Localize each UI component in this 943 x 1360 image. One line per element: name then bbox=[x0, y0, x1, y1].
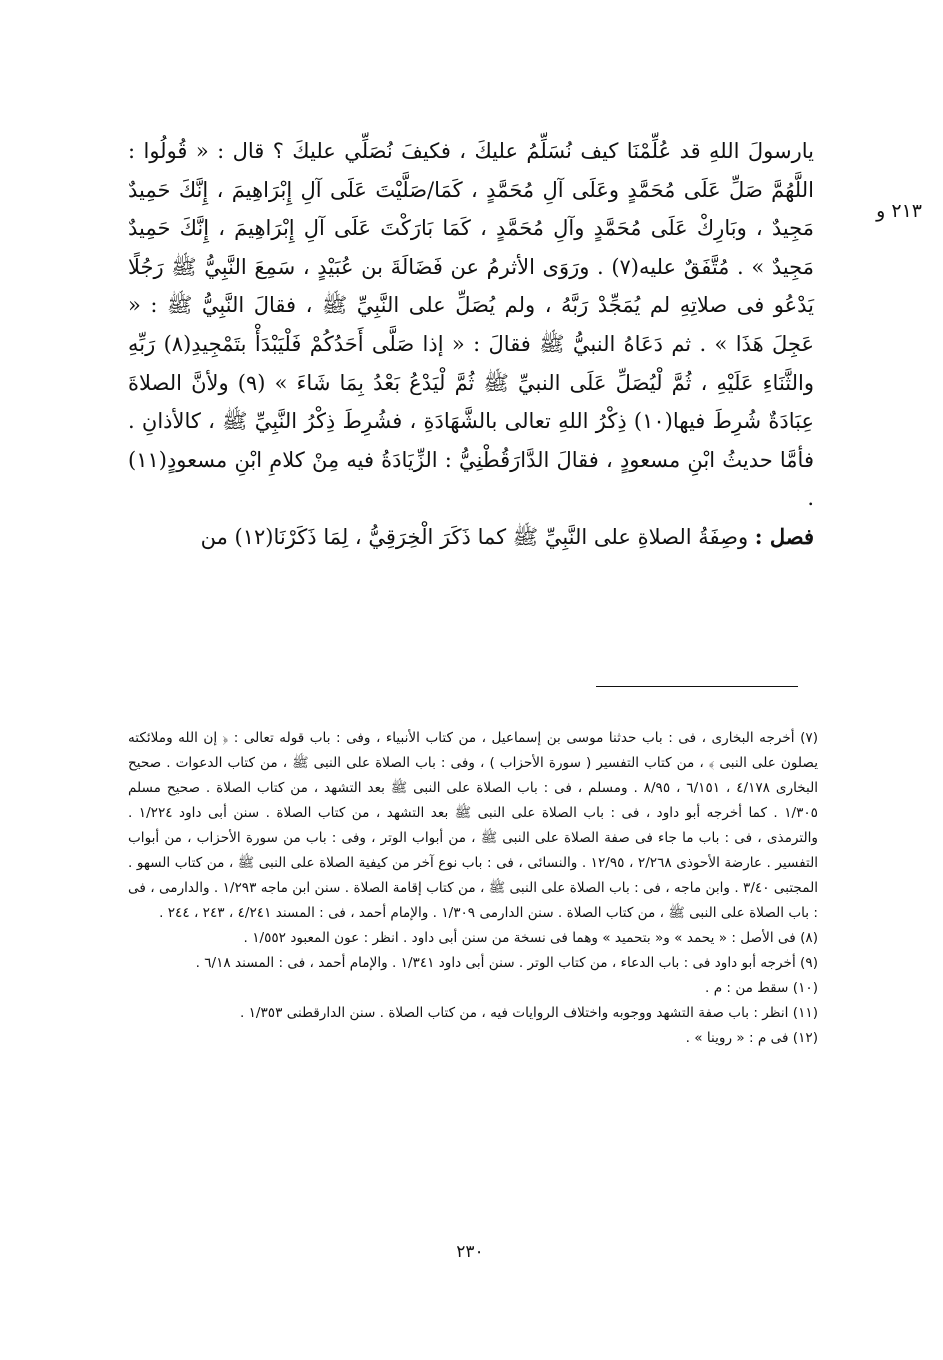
footnote-8: (٨) فى الأصل : « يحمد » و« بتحميد » وهما فى نسخة من سنن أبى داود . انظر : عون المعبود ١/٥٥٢ . bbox=[243, 930, 818, 946]
footnote-7: (٧) أخرجه البخارى ، فى : باب حدثنا موسى بن إسماعيل ، من كتاب الأنبياء ، وفى : باب قوله تعالى : ﴿ إن الله وملائكته يصلون على النبى ﴾ ، من كتاب التفسير ( سورة الأحزاب ) ، وفى : باب الصلاة على النبى ﷺ ، من كتاب الدعوات . صحيح البخارى ٤/١٧٨ ، ٦/١٥١ ، ٨/٩٥ . ومسلم ، فى : باب الصلاة على النبى ﷺ بعد التشهد ، من كتاب الصلاة . صحيح مسلم ١/٣٠٥ . كما أخرجه أبو داود ، فى : باب الصلاة على النبى ﷺ بعد التشهد ، من كتاب الصلاة . سنن أبى داود ١/٢٢٤ . والترمذى ، فى : باب ما جاء فى صفة الصلاة على النبى ﷺ ، من أبواب الوتر ، وفى : باب من سورة الأحزاب ، من أبواب التفسير . عارضة الأحوذى ٢/٢٦٨ ، ١٢/٩٥ . والنسائى ، فى : باب نوع آخر من كيفية الصلاة على النبى ﷺ ، من كتاب السهو . المجتبى ٣/٤٠ . وابن ماجه ، فى : باب الصلاة على النبى ﷺ ، من كتاب إقامة الصلاة . سنن ابن ماجه ١/٢٩٣ . والدارمى ، فى : باب الصلاة على النبى ﷺ ، من كتاب الصلاة . سنن الدارمى ١/٣٠٩ . والإمام أحمد ، فى : المسند ٤/٢٤١ ، ٢٤٣ ، ٢٤٤ . bbox=[128, 730, 819, 921]
footnote-11: (١١) انظر : باب صفة التشهد ووجوبه واختلاف الروايات فيه ، من كتاب الصلاة . سنن الدارقطنى ١/٣٥٣ . bbox=[239, 1005, 818, 1021]
fasl-paragraph bbox=[128, 518, 814, 557]
fasl-text: وصِفَةُ الصلاةِ على النَّبِيِّ ﷺ كما ذَكَرَ الْخِرَقِيُّ ، لِمَا ذَكَرْنَا(١٢) من bbox=[200, 524, 749, 549]
footnote-9: (٩) أخرجه أبو داود فى : باب الدعاء ، من كتاب الوتر . سنن أبى داود ١/٣٤١ . والإمام أحمد ، فى : المسند ٦/١٨ . bbox=[195, 955, 818, 971]
footnote-12: (١٢) فى م : « روينا » . bbox=[685, 1030, 818, 1046]
footnotes bbox=[128, 726, 818, 1051]
fasl-heading: فصل : bbox=[754, 523, 814, 549]
footnote-10: (١٠) سقط من : م . bbox=[705, 980, 818, 996]
page-number: ٢٣٠ bbox=[456, 1242, 484, 1262]
footnote-separator bbox=[596, 686, 798, 687]
main-text bbox=[128, 132, 814, 557]
main-paragraph: يارسولَ اللهِ قد عُلِّمْنَا كيف نُسَلِّمُ عليكَ ، فكيفَ نُصَلِّي عليكَ ؟ قال : « قُولُوا : اللَّهُمَّ صَلِّ عَلَى مُحَمَّدٍ وعَلَى آلِ مُحَمَّدٍ ، كَمَا/صَلَّيْتَ عَلَى آلِ إِبْرَاهِيمَ ، إِنَّكَ حَمِيدٌ مَجِيدٌ ، وبَارِكْ عَلَى مُحَمَّدٍ وآلِ مُحَمَّدٍ ، كَمَا بَارَكْتَ عَلَى آلِ إِبْرَاهِيمَ ، إِنَّكَ حَمِيدٌ مَجِيدٌ » . مُتَّفَقٌ عليه(٧) . ورَوَى الأثرمُ عن فَضَالَةَ بن عُبَيْدٍ ، سَمِعَ النَّبِيُّ ﷺ رَجُلًا يَدْعُو فى صلاتِهِ لم يُمَجِّدْ رَبَّهُ ، ولم يُصَلِّ على النَّبِيِّ ﷺ ، فقالَ النَّبِيُّ ﷺ : « عَجِلَ هَذَا » . ثم دَعَاهُ النبيُّ ﷺ فقالَ : « إذا صَلَّى أَحَدُكُمْ فَلْيَبْدَأْ بتَمْجِيدِ(٨) رَبِّهِ والثَّنَاءِ عَلَيْهِ ، ثُمَّ لْيُصَلِّ عَلَى النبيِّ ﷺ ثُمَّ لْيَدْعُ بَعْدُ بِمَا شَاءَ » (٩) ولأنَّ الصلاةَ عِبَادَةٌ شُرِطَ فيها(١٠) ذِكْرُ اللهِ تعالى بالشَّهَادَةِ ، فشُرِطَ ذِكْرُ النَّبِيِّ ﷺ ، كالأذانِ . فأمَّا حديثُ ابْنِ مسعودٍ ، فقالَ الدَّارَقُطْنِيُّ : الزِّيَادَةُ فيه مِنْ كلامِ ابْنِ مسعودٍ(١١) . bbox=[128, 139, 815, 511]
margin-folio-reference: ٢١٣ و bbox=[876, 200, 922, 222]
